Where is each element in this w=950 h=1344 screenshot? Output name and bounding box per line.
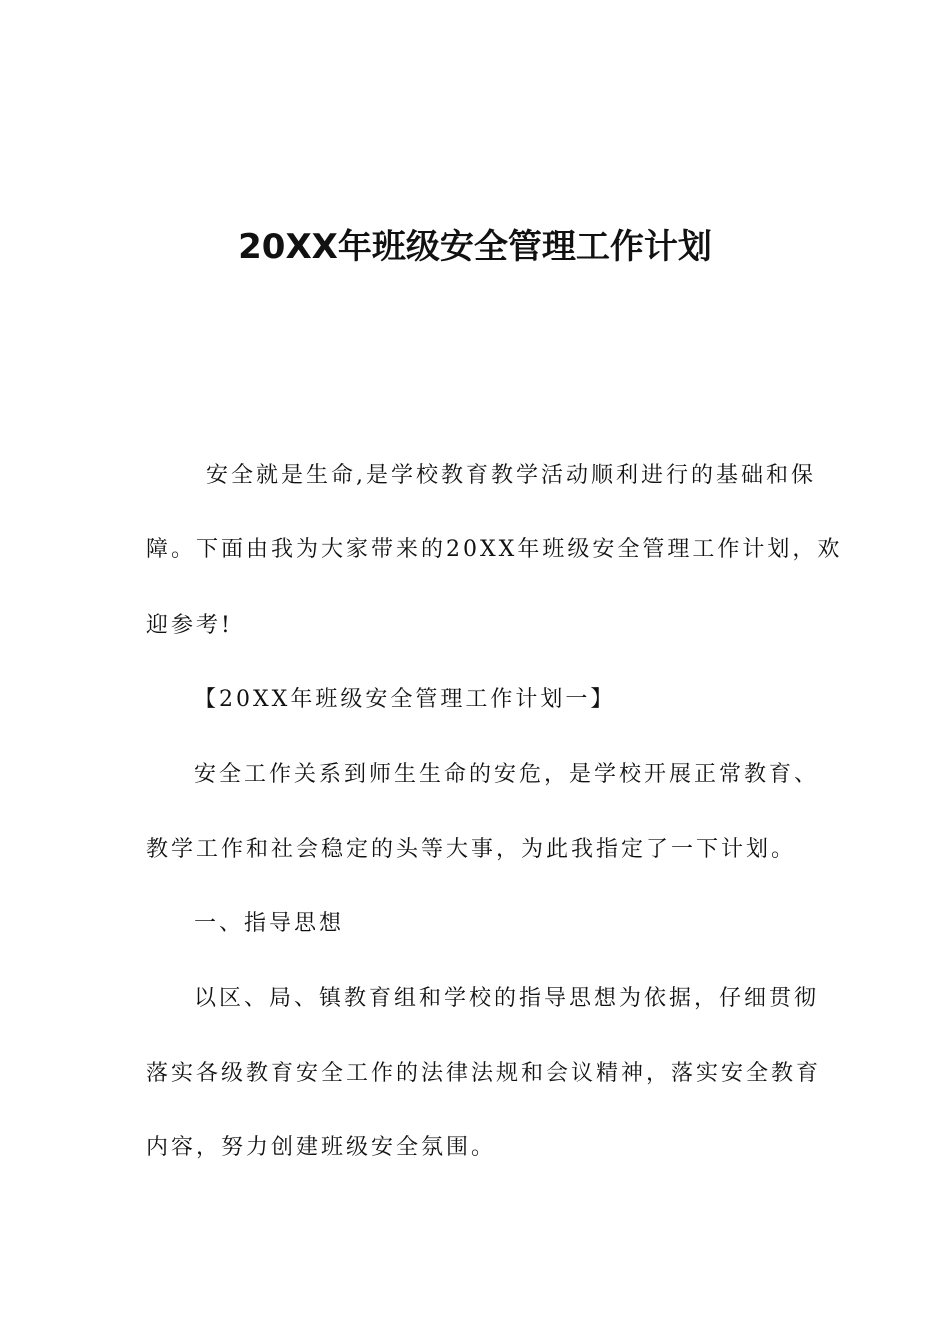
- paragraph-2-line-3: 内容，努力创建班级安全氛围。: [146, 1135, 497, 1160]
- paragraph-1-line-2: 教学工作和社会稳定的头等大事，为此我指定了一下计划。: [146, 837, 797, 862]
- paragraph-2-line-2: 落实各级教育安全工作的法律法规和会议精神，落实安全教育: [146, 1061, 822, 1086]
- document-title: 20XX年班级安全管理工作计划: [238, 227, 712, 267]
- subheading-guiding-ideology: 一、指导思想: [194, 911, 345, 936]
- intro-line-2: 障。下面由我为大家带来的20XX年班级安全管理工作计划，欢: [146, 537, 843, 562]
- intro-line-3: 迎参考!: [146, 613, 233, 638]
- intro-line-1: 安全就是生命,是学校教育教学活动顺利进行的基础和保: [206, 463, 816, 488]
- section-heading-plan-one: 【20XX年班级安全管理工作计划一】: [194, 687, 616, 712]
- paragraph-1-line-1: 安全工作关系到师生生命的安危，是学校开展正常教育、: [194, 762, 820, 787]
- paragraph-2-line-1: 以区、局、镇教育组和学校的指导思想为依据，仔细贯彻: [194, 986, 820, 1011]
